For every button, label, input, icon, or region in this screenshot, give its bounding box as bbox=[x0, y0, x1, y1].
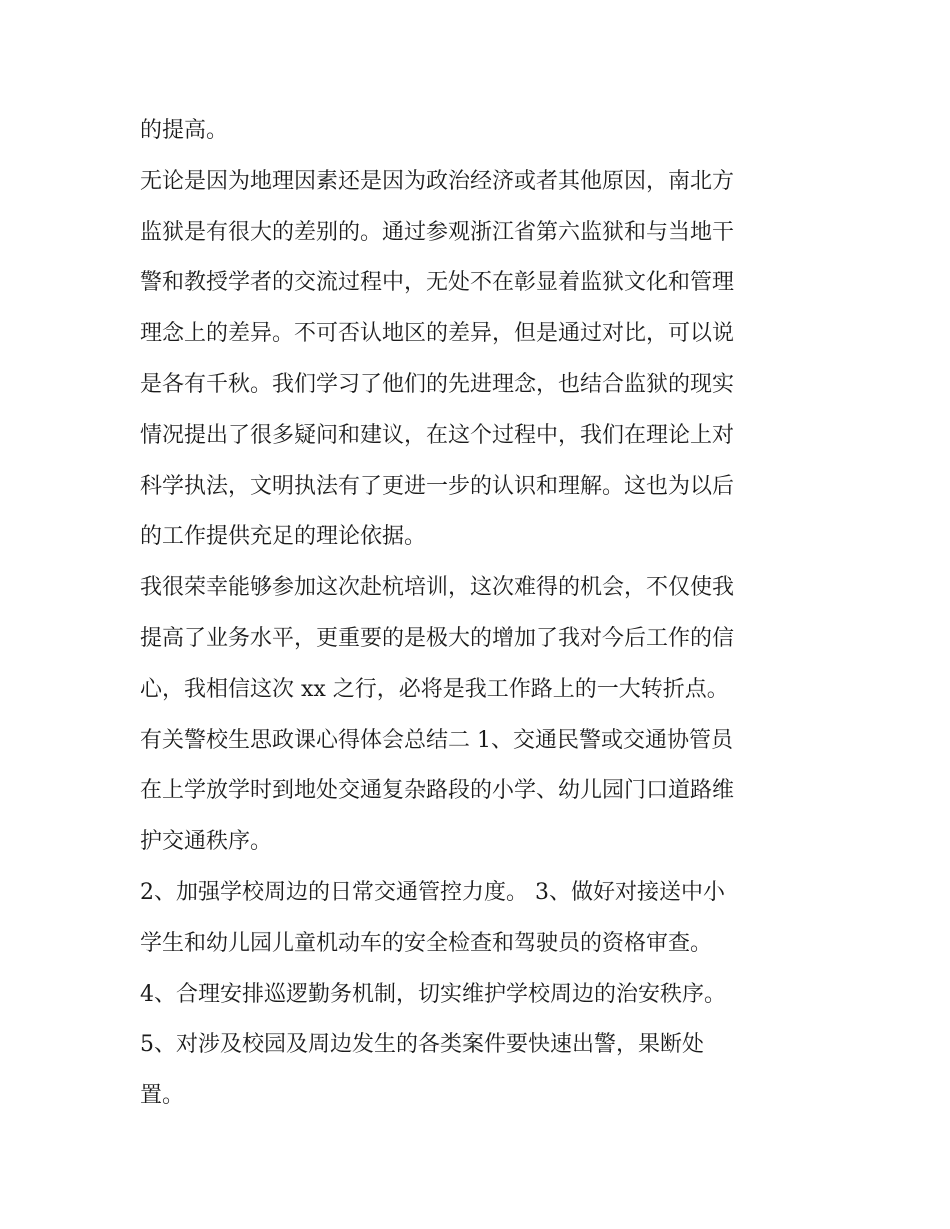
text-line: 警和教授学者的交流过程中，无处不在彰显着监狱文化和管理 bbox=[140, 270, 735, 296]
text-line: 4、合理安排巡逻勤务机制，切实维护学校周边的治安秩序。 bbox=[140, 981, 726, 1007]
text-line: 学生和幼儿园儿童机动车的安全检查和驾驶员的资格审查。 bbox=[140, 930, 713, 956]
text-line: 监狱是有很大的差别的。通过参观浙江省第六监狱和与当地干 bbox=[140, 219, 735, 245]
text-line: 的提高。 bbox=[140, 118, 229, 143]
body-text bbox=[140, 106, 820, 1122]
text-line: 无论是因为地理因素还是因为政治经济或者其他原因，南北方 bbox=[140, 168, 735, 194]
text-line: 提高了业务水平，更重要的是极大的增加了我对今后工作的信 bbox=[140, 625, 735, 651]
text-line: 理念上的差异。不可否认地区的差异，但是通过对比，可以说 bbox=[140, 321, 735, 347]
text-line: 科学执法，文明执法有了更进一步的认识和理解。这也为以后 bbox=[140, 473, 735, 499]
text-line: 2、加强学校周边的日常交通管控力度。 3、做好对接送中小 bbox=[140, 879, 725, 905]
text-line: 情况提出了很多疑问和建议，在这个过程中，我们在理论上对 bbox=[140, 422, 735, 448]
text-line: 的工作提供充足的理论依据。 bbox=[140, 524, 427, 550]
text-line: 是各有千秋。我们学习了他们的先进理念，也结合监狱的现实 bbox=[140, 371, 735, 397]
text-line: 5、对涉及校园及周边发生的各类案件要快速出警，果断处 bbox=[140, 1032, 704, 1058]
text-line: 心，我相信这次 xx 之行，必将是我工作路上的一大转折点。 bbox=[140, 676, 729, 702]
text-line: 有关警校生思政课心得体会总结二 1、交通民警或交通协管员 bbox=[140, 727, 733, 753]
text-line: 置。 bbox=[140, 1083, 185, 1109]
text-line: 我很荣幸能够参加这次赴杭培训，这次难得的机会，不仅使我 bbox=[140, 575, 735, 601]
text-line: 在上学放学时到地处交通复杂路段的小学、幼儿园门口道路维 bbox=[140, 778, 735, 804]
text-line: 护交通秩序。 bbox=[140, 829, 273, 855]
